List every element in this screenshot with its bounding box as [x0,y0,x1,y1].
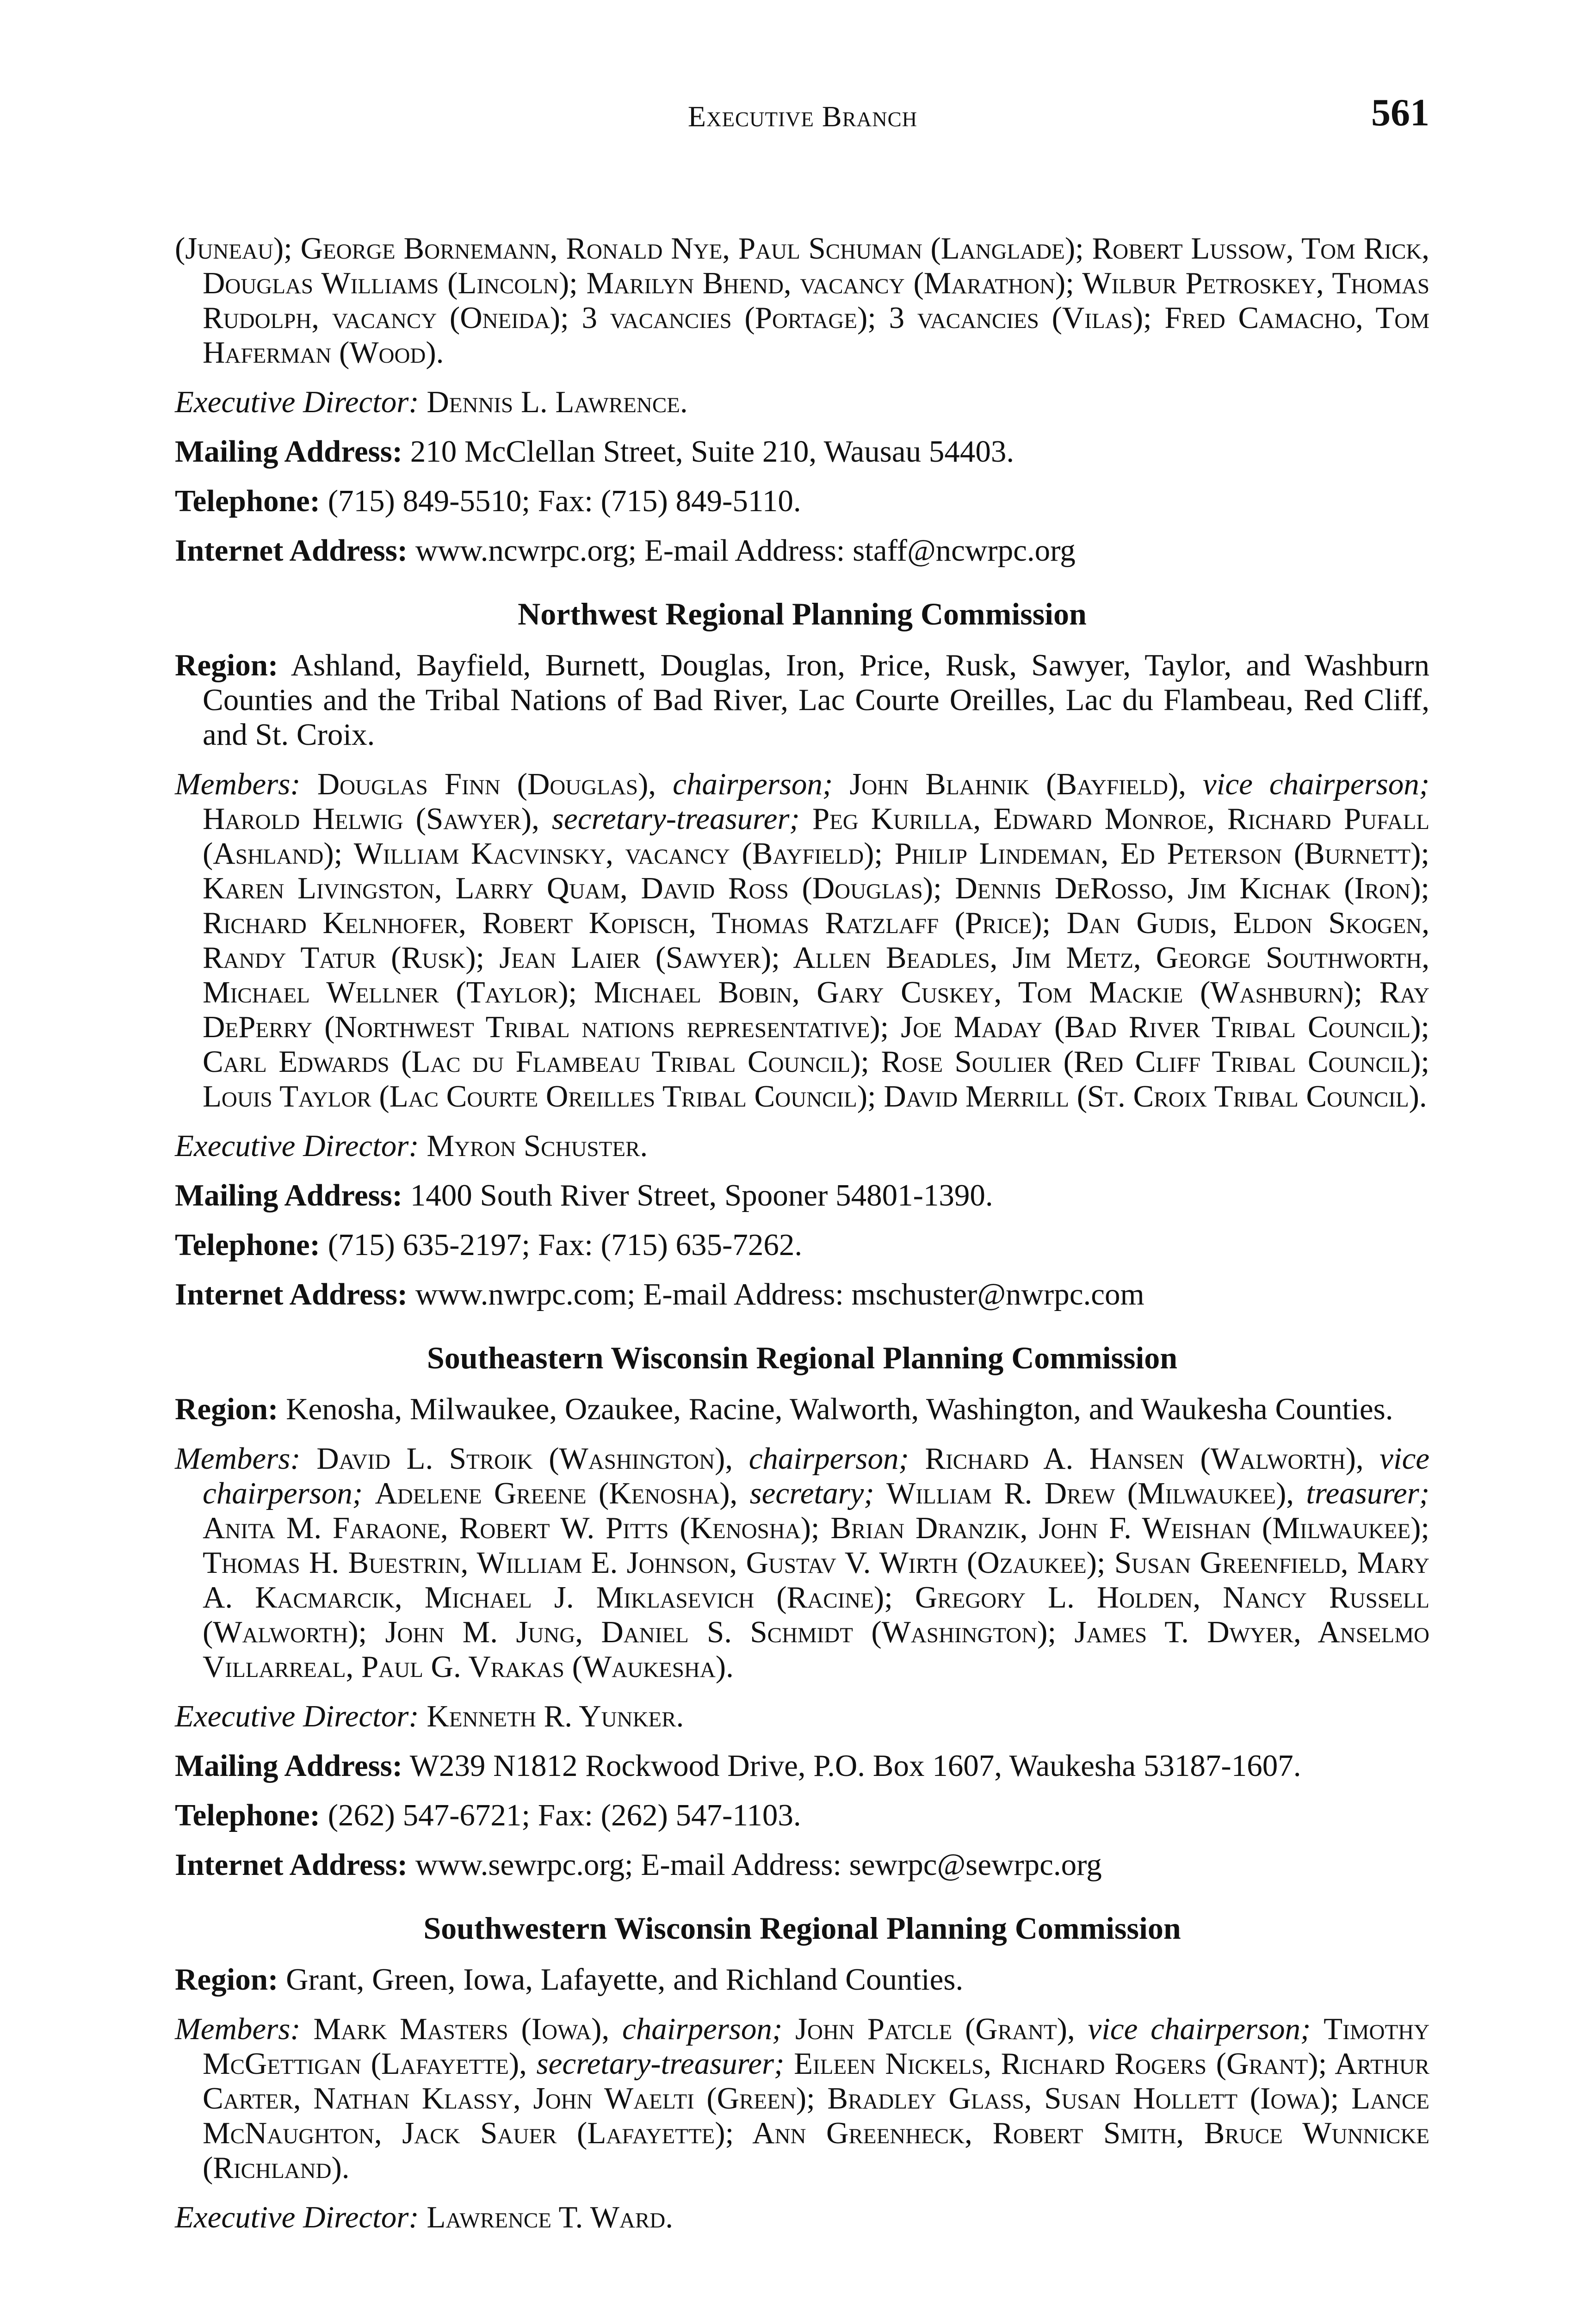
internet-address-value: www.nwrpc.com; E-mail Address: mschuster@nwrpc.com [415,1277,1144,1311]
sewrpc-internet-address [175,1848,1429,1882]
telephone-label: Telephone: [175,1798,320,1832]
member-role: vice chairperson; [1088,2012,1311,2046]
member-role: chairperson; [622,2012,783,2046]
nwrpc-telephone [175,1228,1429,1262]
internet-address-value: www.ncwrpc.org; E-mail Address: staff@ncwrpc.org [415,533,1076,568]
executive-director-name: Kenneth R. Yunker. [427,1699,684,1733]
internet-address-label: Internet Address: [175,533,408,568]
executive-director-label: Executive Director: [175,1699,419,1733]
members-text: (Juneau); George Bornemann, Ronald Nye, Paul Schuman (Langlade); Robert Lussow, Tom Rick, Douglas Williams (Lincoln); Marilyn Bhend, vacancy (Marathon); Wilbur Petroskey, Thomas Rudolph, vacancy (Oneida); 3 vacancies (Portage); 3 vacancies (Vilas); Fred Camacho, Tom Haferman (Wood). [175,231,1429,370]
executive-director-label: Executive Director: [175,2200,419,2234]
member-role: secretary-treasurer; [536,2047,785,2081]
member-role: vice chairperson; [1203,767,1430,801]
members-label: Members: [175,1441,301,1476]
member-role: secretary; [749,1476,874,1510]
swwrpc-members [175,2012,1429,2185]
member-name: David L. Stroik (Washington), [316,1441,733,1476]
page-header [176,90,1429,146]
swwrpc-section [175,1911,1429,2235]
member-name: John Blahnik (Bayfield), [849,767,1186,801]
telephone-value: (715) 635-2197; Fax: (715) 635-7262. [328,1228,803,1262]
nwrpc-section [175,597,1429,1312]
member-name: Adelene Greene (Kenosha), [375,1476,738,1510]
member-role: chairperson; [673,767,833,801]
nwrpc-executive-director [175,1129,1429,1163]
ncwrpc-members-continued [175,231,1429,370]
mailing-address-label: Mailing Address: [175,1749,403,1783]
executive-director-name: Lawrence T. Ward. [427,2200,673,2234]
member-name: Richard A. Hansen (Walworth), [925,1441,1364,1476]
region-label: Region: [175,1962,278,1997]
members-label: Members: [175,767,301,801]
sewrpc-title: Southeastern Wisconsin Regional Planning Commission [427,1340,1178,1375]
nwrpc-title: Northwest Regional Planning Commission [518,596,1087,631]
ncwrpc-section [175,231,1429,568]
swwrpc-title: Southwestern Wisconsin Regional Planning Commission [423,1911,1181,1946]
ncwrpc-telephone [175,484,1429,519]
telephone-label: Telephone: [175,1228,320,1262]
ncwrpc-mailing-address [175,434,1429,469]
region-value: Ashland, Bayfield, Burnett, Douglas, Iron, Price, Rusk, Sawyer, Taylor, and Washburn Counties and the Tribal Nations of Bad River, Lac Courte Oreilles, Lac du Flambeau, Red Cliff, and St. Croix. [203,648,1430,752]
member-name: John Patcle (Grant), [795,2012,1075,2046]
mailing-address-value: W239 N1812 Rockwood Drive, P.O. Box 1607, Waukesha 53187-1607. [409,1749,1301,1783]
executive-director-name: Myron Schuster. [427,1129,648,1163]
page-content [175,231,1429,2250]
internet-address-label: Internet Address: [175,1848,408,1882]
region-label: Region: [175,648,278,682]
region-value: Kenosha, Milwaukee, Ozaukee, Racine, Walworth, Washington, and Waukesha Counties. [286,1392,1393,1426]
member-role: vice chairperson; [203,1441,1430,1510]
nwrpc-mailing-address [175,1178,1429,1213]
member-role: chairperson; [749,1441,909,1476]
executive-director-label: Executive Director: [175,385,419,419]
nwrpc-members [175,767,1429,1114]
region-value: Grant, Green, Iowa, Lafayette, and Richland Counties. [286,1962,964,1997]
member-name: Mark Masters (Iowa), [313,2012,610,2046]
telephone-label: Telephone: [175,484,320,518]
sewrpc-telephone [175,1798,1429,1833]
sewrpc-section [175,1341,1429,1882]
mailing-address-value: 1400 South River Street, Spooner 54801-1390. [410,1178,993,1212]
sewrpc-region [175,1392,1429,1427]
swwrpc-executive-director [175,2200,1429,2235]
swwrpc-region [175,1962,1429,1997]
member-names: Eileen Nickels, Richard Rogers (Grant); Arthur Carter, Nathan Klassy, John Waelti (Green); Bradley Glass, Susan Hollett (Iowa); Lance McNaughton, Jack Sauer (Lafayette); Ann Greenheck, Robert Smith, Bruce Wunnicke (Richland). [203,2047,1430,2185]
executive-director-label: Executive Director: [175,1129,419,1163]
mailing-address-value: 210 McClellan Street, Suite 210, Wausau 54403. [410,434,1015,469]
telephone-value: (715) 849-5510; Fax: (715) 849-5110. [328,484,801,518]
sewrpc-mailing-address [175,1749,1429,1783]
member-role: secretary-treasurer; [551,802,800,836]
member-names: Anita M. Faraone, Robert W. Pitts (Kenosha); Brian Dranzik, John F. Weishan (Milwaukee); Thomas H. Buestrin, William E. Johnson, Gustav V. Wirth (Ozaukee); Susan Greenfield, Mary A. Kacmarcik, Michael J. Miklasevich (Racine); Gregory L. Holden, Nancy Russell (Walworth); John M. Jung, Daniel S. Schmidt (Washington); James T. Dwyer, Anselmo Villarreal, Paul G. Vrakas (Waukesha). [203,1511,1429,1684]
running-head: Executive Branch [687,100,918,133]
ncwrpc-internet-address [175,533,1429,568]
member-name: William R. Drew (Milwaukee), [886,1476,1294,1510]
ncwrpc-executive-director [175,385,1429,420]
member-role: treasurer; [1306,1476,1430,1510]
member-name: Timothy McGettigan (Lafayette), [203,2012,1430,2081]
member-name: Harold Helwig (Sawyer), [203,802,539,836]
mailing-address-label: Mailing Address: [175,434,403,469]
members-label: Members: [175,2012,301,2046]
member-names: Peg Kurilla, Edward Monroe, Richard Pufall (Ashland); William Kacvinsky, vacancy (Bayfield); Philip Lindeman, Ed Peterson (Burnett); Karen Livingston, Larry Quam, David Ross (Douglas); Dennis DeRosso, Jim Kichak (Iron); Richard Kelnhofer, Robert Kopisch, Thomas Ratzlaff (Price); Dan Gudis, Eldon Skogen, Randy Tatur (Rusk); Jean Laier (Sawyer); Allen Beadles, Jim Metz, George Southworth, Michael Wellner (Taylor); Michael Bobin, Gary Cuskey, Tom Mackie (Washburn); Ray DePerry (Northwest Tribal nations representative); Joe Maday (Bad River Tribal Council); Carl Edwards (Lac du Flambeau Tribal Council); Rose Soulier (Red Cliff Tribal Council); Louis Taylor (Lac Courte Oreilles Tribal Council); David Merrill (St. Croix Tribal Council). [203,802,1430,1113]
internet-address-value: www.sewrpc.org; E-mail Address: sewrpc@sewrpc.org [415,1848,1102,1882]
mailing-address-label: Mailing Address: [175,1178,403,1212]
executive-director-name: Dennis L. Lawrence. [427,385,688,419]
nwrpc-region [175,648,1429,752]
sewrpc-members [175,1441,1429,1684]
sewrpc-executive-director [175,1699,1429,1734]
member-name: Douglas Finn (Douglas), [317,767,656,801]
region-label: Region: [175,1392,278,1426]
nwrpc-internet-address [175,1277,1429,1312]
internet-address-label: Internet Address: [175,1277,408,1311]
telephone-value: (262) 547-6721; Fax: (262) 547-1103. [328,1798,801,1832]
page-number: 561 [1371,91,1429,134]
